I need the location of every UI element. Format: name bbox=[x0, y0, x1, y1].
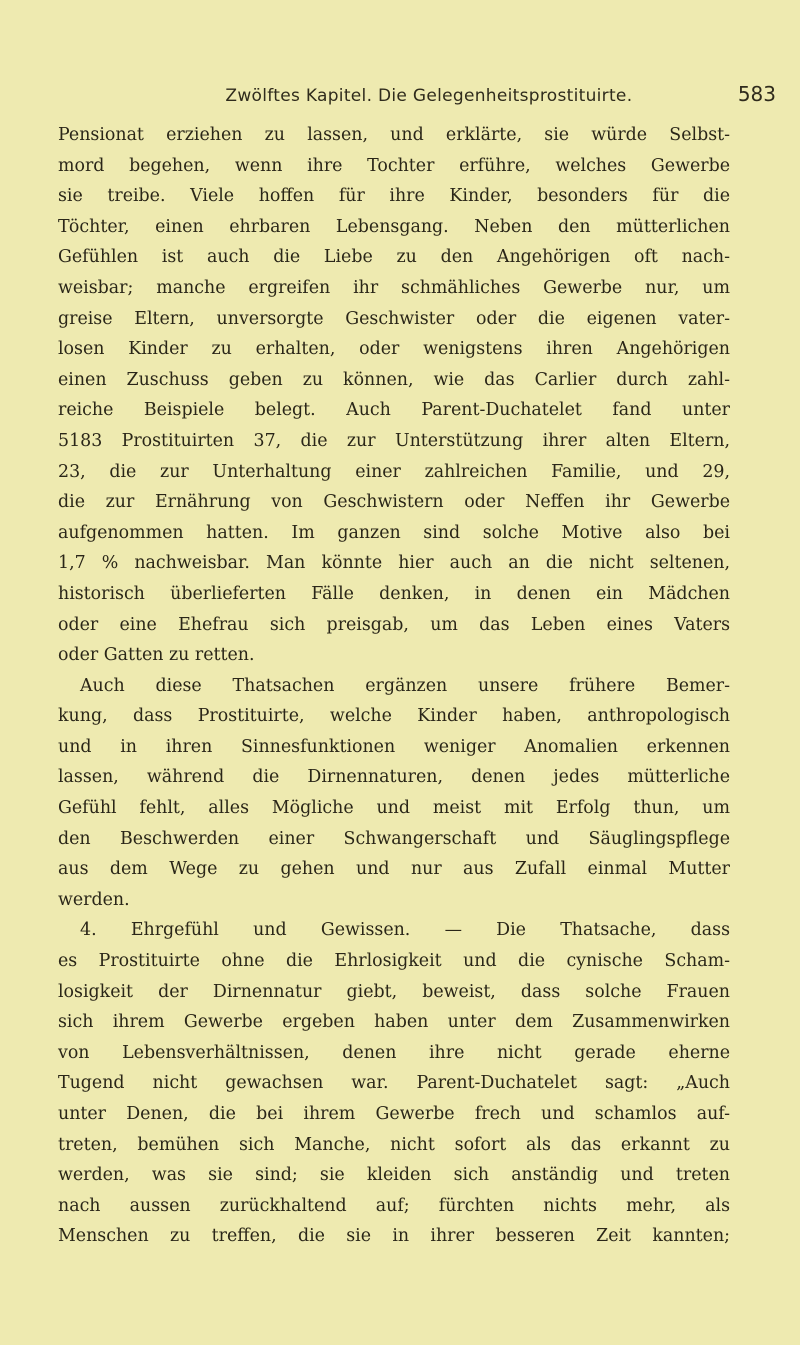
text-line: es Prostituirte ohne die Ehrlosigkeit und die cynische Scham- bbox=[58, 951, 730, 972]
text-line: losigkeit der Dirnennatur giebt, beweist, dass solche Frauen bbox=[58, 981, 730, 1002]
page-number: 583 bbox=[737, 82, 776, 106]
text-line: mord begehen, wenn ihre Tochter erführe, welches Gewerbe bbox=[58, 155, 730, 176]
page-header bbox=[60, 82, 776, 112]
text-line: historisch überlieferten Fälle denken, in denen ein Mädchen bbox=[58, 583, 730, 604]
text-line: sie treibe. Viele hoffen für ihre Kinder, besonders für die bbox=[58, 186, 730, 207]
text-line: oder eine Ehefrau sich preisgab, um das Leben eines Vaters bbox=[58, 614, 730, 635]
text-line: 23, die zur Unterhaltung einer zahlreichen Familie, und 29, bbox=[58, 461, 730, 482]
text-line: Auch diese Thatsachen ergänzen unsere frühere Bemer- bbox=[80, 675, 730, 696]
text-line: die zur Ernährung von Geschwistern oder Neffen ihr Gewerbe bbox=[58, 492, 730, 513]
text-line: losen Kinder zu erhalten, oder wenigstens ihren Angehörigen bbox=[58, 339, 730, 360]
text-line: kung, dass Prostituirte, welche Kinder haben, anthropologisch bbox=[58, 706, 730, 727]
text-line: Pensionat erziehen zu lassen, und erklärte, sie würde Selbst- bbox=[58, 125, 730, 145]
text-line: 5183 Prostituirten 37, die zur Unterstützung ihrer alten Eltern, bbox=[58, 430, 730, 451]
text-line: 1,7 % nachweisbar. Man könnte hier auch an die nicht seltenen, bbox=[58, 553, 730, 574]
body-text bbox=[58, 120, 730, 1252]
text-line: treten, bemühen sich Manche, nicht sofort als das erkannt zu bbox=[58, 1134, 730, 1155]
text-line: Menschen zu treffen, die sie in ihrer besseren Zeit kannten; bbox=[58, 1226, 730, 1247]
text-line: 4. Ehrgefühl und Gewissen. — Die Thatsache, dass bbox=[80, 920, 730, 941]
text-line: greise Eltern, unversorgte Geschwister oder die eigenen vater- bbox=[58, 308, 730, 329]
text-line: werden, was sie sind; sie kleiden sich anständig und treten bbox=[58, 1165, 730, 1186]
running-head: Zwölftes Kapitel. Die Gelegenheitsprostituirte. bbox=[225, 86, 633, 106]
text-line: den Beschwerden einer Schwangerschaft und Säuglingspflege bbox=[58, 828, 730, 849]
text-line: lassen, während die Dirnennaturen, denen jedes mütterliche bbox=[58, 767, 730, 788]
text-line: von Lebensverhältnissen, denen ihre nicht gerade eherne bbox=[58, 1042, 730, 1063]
text-line: Töchter, einen ehrbaren Lebensgang. Neben den mütterlichen bbox=[58, 216, 730, 237]
text-line: oder Gatten zu retten. bbox=[58, 645, 255, 666]
text-line: Gefühl fehlt, alles Mögliche und meist mit Erfolg thun, um bbox=[58, 798, 730, 819]
text-line: unter Denen, die bei ihrem Gewerbe frech und schamlos auf- bbox=[58, 1104, 730, 1124]
text-line: nach aussen zurückhaltend auf; fürchten nichts mehr, als bbox=[58, 1195, 730, 1216]
text-line: sich ihrem Gewerbe ergeben haben unter dem Zusammenwirken bbox=[58, 1012, 730, 1033]
text-line: und in ihren Sinnesfunktionen weniger Anomalien erkennen bbox=[58, 736, 730, 757]
text-line: Tugend nicht gewachsen war. Parent-Duchatelet sagt: „Auch bbox=[58, 1073, 730, 1094]
text-line: einen Zuschuss geben zu können, wie das Carlier durch zahl- bbox=[58, 369, 730, 390]
text-line: weisbar; manche ergreifen ihr schmähliches Gewerbe nur, um bbox=[58, 277, 730, 298]
text-line: Gefühlen ist auch die Liebe zu den Angehörigen oft nach- bbox=[58, 247, 730, 268]
text-line: reiche Beispiele belegt. Auch Parent-Duchatelet fand unter bbox=[58, 400, 730, 421]
text-line: aus dem Wege zu gehen und nur aus Zufall einmal Mutter bbox=[58, 859, 730, 880]
text-line: werden. bbox=[58, 889, 130, 910]
text-line: aufgenommen hatten. Im ganzen sind solche Motive also bei bbox=[58, 522, 730, 543]
